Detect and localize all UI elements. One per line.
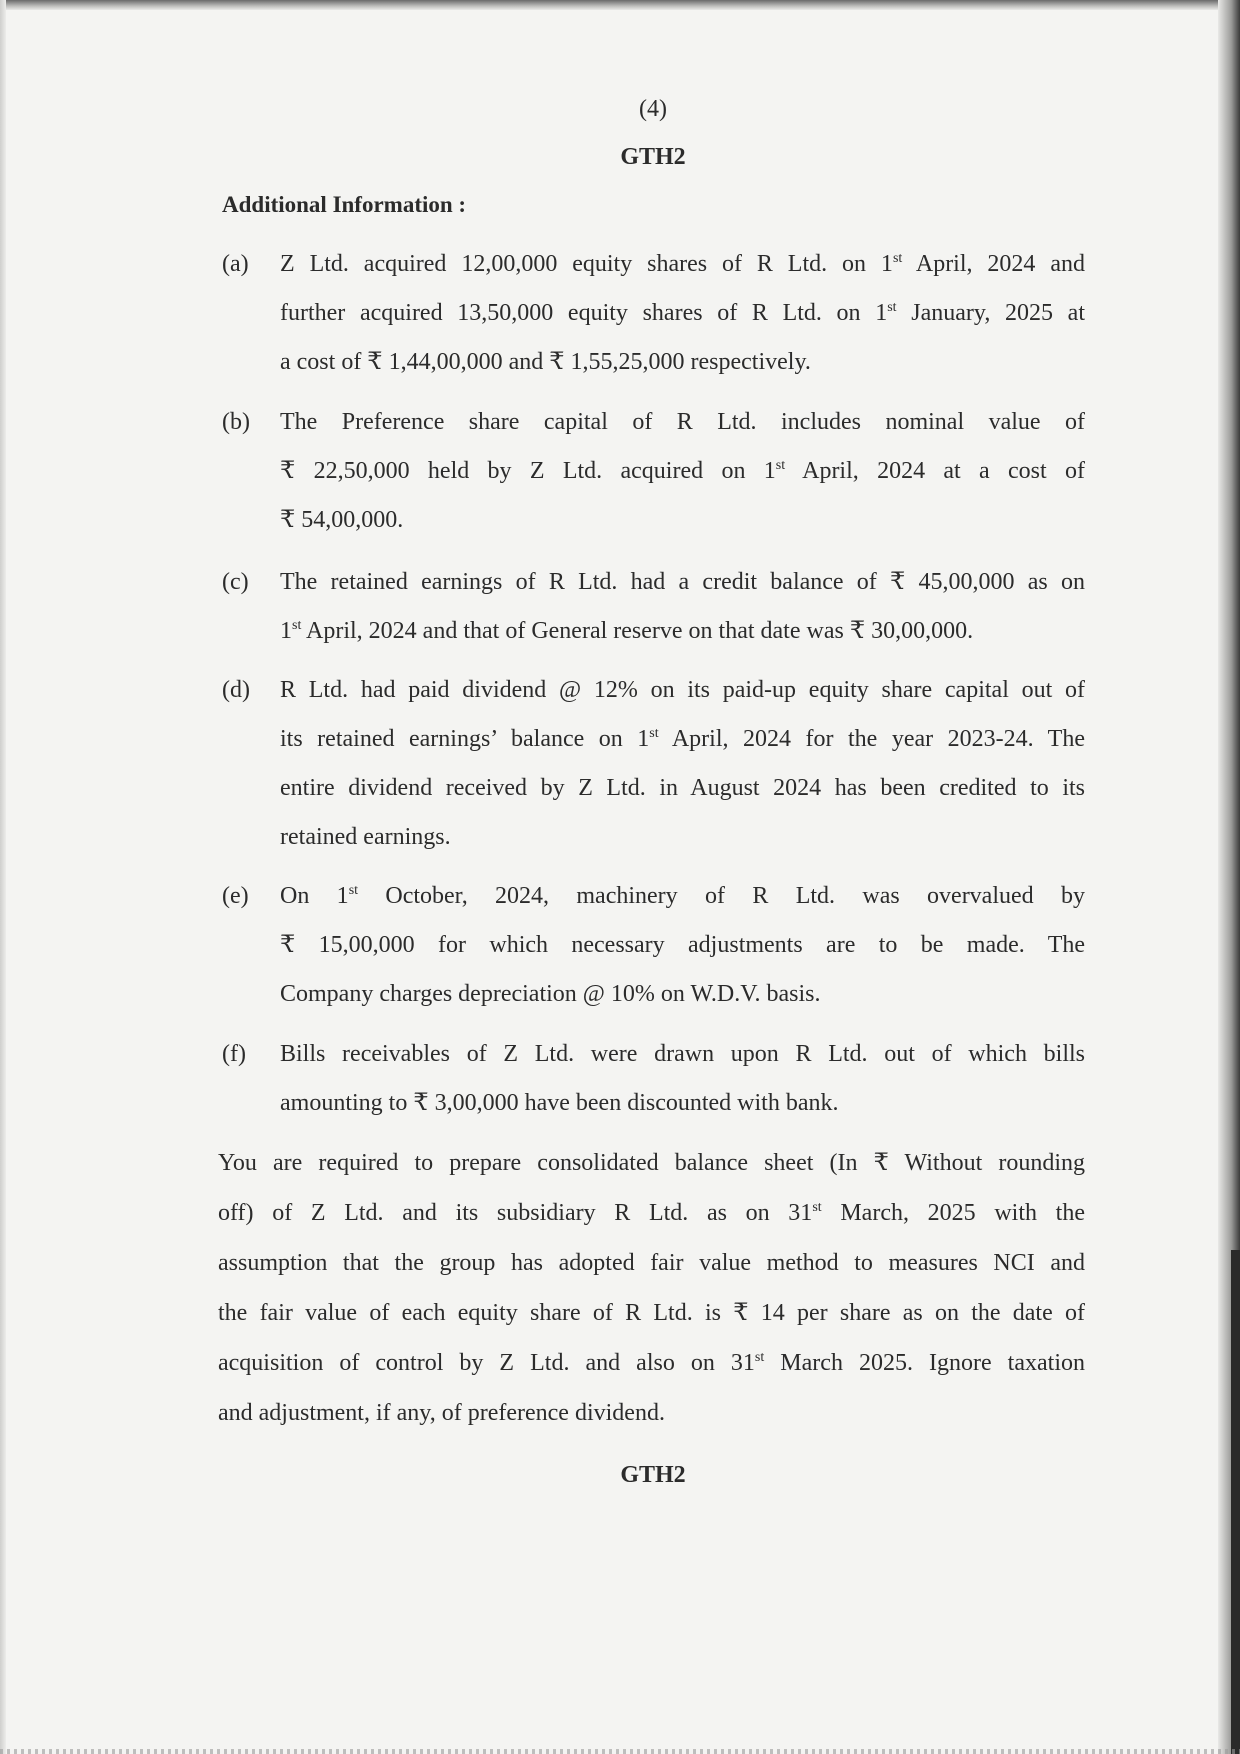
- text-line: [218, 1138, 1085, 1188]
- text-line: [280, 921, 1085, 970]
- text-run: You are required to prepare consolidated balance sheet (In ₹ Without rounding: [218, 1150, 1085, 1176]
- paper-code-top: GTH2: [620, 144, 686, 170]
- text-run: entire dividend received by Z Ltd. in August 2024 has been credited to its: [280, 775, 1085, 801]
- text-run: retained earnings.: [280, 824, 451, 850]
- item-text: [280, 240, 1085, 387]
- ordinal-suffix: st: [892, 251, 903, 266]
- text-line: [280, 607, 1085, 656]
- text-line: [280, 240, 1085, 289]
- scan-right-edge-shadow: [1231, 1250, 1240, 1754]
- ordinal-suffix: st: [812, 1200, 822, 1215]
- text-run: The retained earnings of R Ltd. had a credit balance of ₹ 45,00,000 as on: [280, 569, 1085, 595]
- text-line: [280, 447, 1085, 496]
- text-run: Company charges depreciation @ 10% on W.D.V. basis.: [280, 981, 821, 1007]
- scan-left-edge: [0, 0, 6, 1754]
- text-line: [280, 970, 1085, 1019]
- text-run: ₹ 15,00,000 for which necessary adjustments are to be made. The: [280, 932, 1085, 958]
- item-label: (a): [222, 251, 249, 277]
- text-line: [218, 1388, 1085, 1438]
- text-run: Bills receivables of Z Ltd. were drawn upon R Ltd. out of which bills: [280, 1041, 1085, 1067]
- item-label: (f): [222, 1041, 246, 1067]
- ordinal-suffix: st: [754, 1350, 765, 1365]
- text-line: [280, 872, 1085, 921]
- text-line: [280, 338, 1085, 387]
- section-heading: Additional Information :: [222, 192, 467, 217]
- text-line: [280, 764, 1085, 813]
- item-label: (c): [222, 569, 249, 595]
- ordinal-suffix: st: [775, 458, 786, 473]
- text-line: [280, 496, 1085, 545]
- item-text: [280, 398, 1085, 545]
- text-line: [218, 1238, 1085, 1288]
- text-run: acquisition of control by Z Ltd. and also on 31: [218, 1350, 755, 1376]
- text-run: assumption that the group has adopted fair value method to measures NCI and: [218, 1250, 1085, 1276]
- info-item-c: [222, 558, 1085, 656]
- scan-top-edge: [0, 0, 1240, 10]
- text-line: [280, 398, 1085, 447]
- text-run: April, 2024 at a cost of: [785, 458, 1085, 484]
- text-run: its retained earnings’ balance on 1: [280, 726, 650, 752]
- ordinal-suffix: st: [348, 883, 359, 898]
- text-run: a cost of ₹ 1,44,00,000 and ₹ 1,55,25,000 respectively.: [280, 349, 811, 375]
- text-run: ₹ 54,00,000.: [280, 507, 404, 533]
- text-run: amounting to ₹ 3,00,000 have been discounted with bank.: [280, 1090, 839, 1116]
- text-run: the fair value of each equity share of R Ltd. is ₹ 14 per share as on the date of: [218, 1300, 1085, 1326]
- item-text: [280, 666, 1085, 862]
- ordinal-suffix: st: [649, 726, 659, 741]
- text-line: [280, 558, 1085, 607]
- text-run: April, 2024 and: [902, 251, 1085, 277]
- info-item-f: [222, 1030, 1085, 1128]
- text-run: April, 2024 for the year 2023-24. The: [658, 726, 1085, 752]
- item-label: (b): [222, 409, 250, 435]
- text-run: further acquired 13,50,000 equity shares of R Ltd. on 1: [280, 300, 888, 326]
- item-label: (d): [222, 677, 250, 703]
- info-item-e: [222, 872, 1085, 1019]
- text-run: Z Ltd. acquired 12,00,000 equity shares of R Ltd. on 1: [280, 251, 893, 277]
- ordinal-suffix: st: [887, 300, 897, 315]
- text-run: ₹ 22,50,000 held by Z Ltd. acquired on 1: [280, 458, 776, 484]
- text-line: [218, 1338, 1085, 1388]
- text-line: [280, 289, 1085, 338]
- text-run: R Ltd. had paid dividend @ 12% on its paid-up equity share capital out of: [280, 677, 1085, 703]
- instruction-paragraph: [218, 1138, 1085, 1438]
- text-run: and adjustment, if any, of preference dividend.: [218, 1400, 665, 1426]
- paper-code-bottom: GTH2: [620, 1462, 686, 1488]
- text-line: [280, 1030, 1085, 1079]
- text-run: March, 2025 with the: [821, 1200, 1085, 1226]
- text-run: On 1: [280, 883, 349, 909]
- text-run: The Preference share capital of R Ltd. includes nominal value of: [280, 409, 1085, 435]
- text-line: [280, 715, 1085, 764]
- ordinal-suffix: st: [292, 618, 302, 633]
- text-run: January, 2025 at: [896, 300, 1085, 326]
- info-item-b: [222, 398, 1085, 545]
- info-item-d: [222, 666, 1085, 862]
- text-line: [218, 1288, 1085, 1338]
- item-label: (e): [222, 883, 249, 909]
- text-line: [218, 1188, 1085, 1238]
- item-text: [280, 872, 1085, 1019]
- item-text: [280, 558, 1085, 656]
- text-run: off) of Z Ltd. and its subsidiary R Ltd. as on 31: [218, 1200, 813, 1226]
- text-run: March 2025. Ignore taxation: [764, 1350, 1085, 1376]
- item-text: [280, 1030, 1085, 1128]
- text-line: [280, 666, 1085, 715]
- page-number: (4): [639, 96, 667, 122]
- text-line: [280, 813, 1085, 862]
- text-run: 1: [280, 618, 292, 644]
- scan-bottom-edge: [0, 1749, 1240, 1754]
- text-run: April, 2024 and that of General reserve on that date was ₹ 30,00,000.: [301, 618, 974, 644]
- text-run: October, 2024, machinery of R Ltd. was overvalued by: [358, 883, 1086, 909]
- text-line: [280, 1079, 1085, 1128]
- info-item-a: [222, 240, 1085, 387]
